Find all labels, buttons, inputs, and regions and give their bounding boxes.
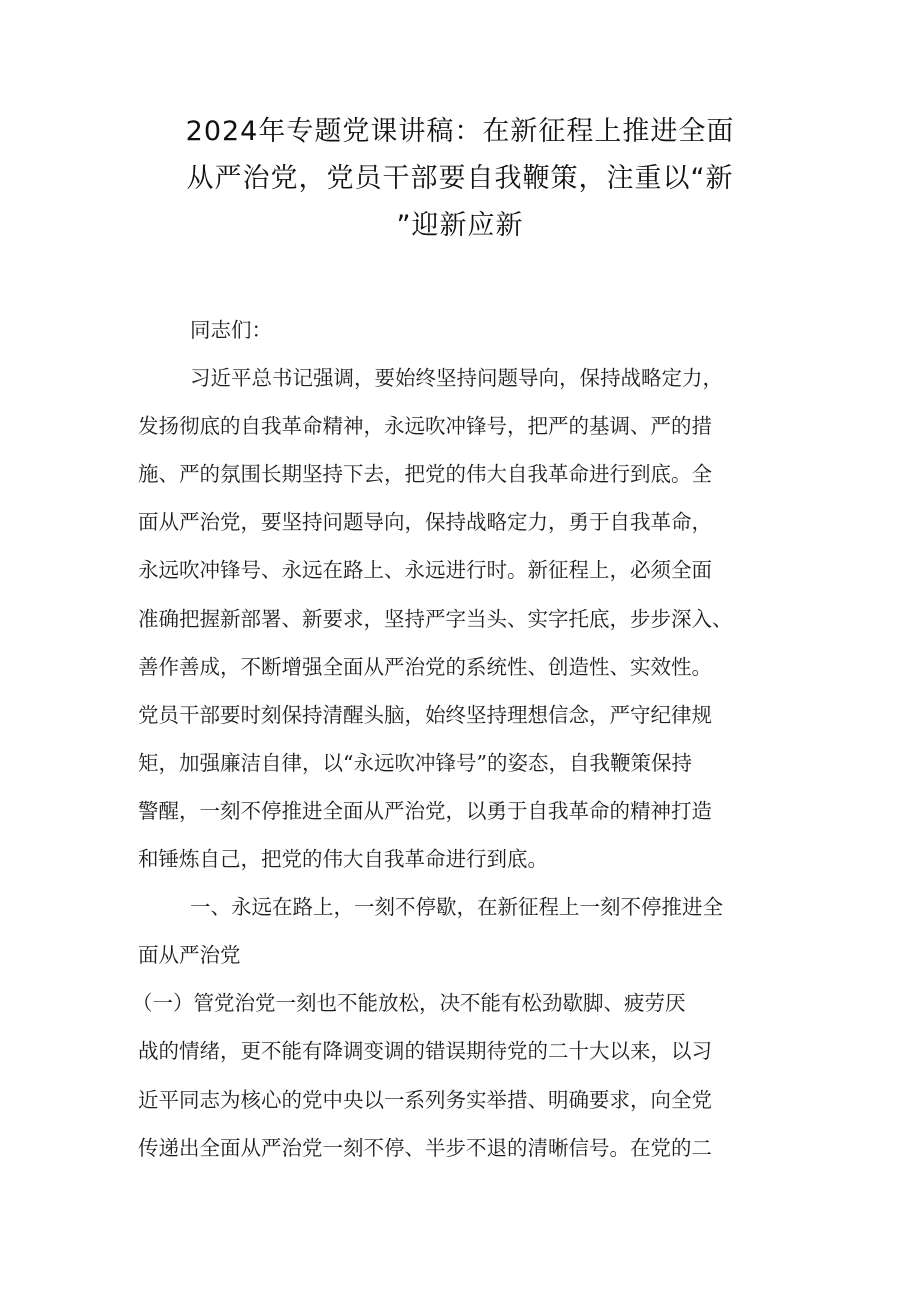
paragraph-intro <box>138 354 788 883</box>
paragraph-line: 面从严治党，要坚持问题导向，保持战略定力，勇于自我革命， <box>138 510 712 535</box>
paragraph-line: 战的情绪，更不能有降调变调的错误期待党的二十大以来，以习 <box>138 1039 712 1064</box>
title-line-1: 2024年专题党课讲稿：在新征程上推进全面 <box>185 116 735 147</box>
paragraph-line: 警醒，一刻不停推进全面从严治党，以勇于自我革命的精神打造 <box>138 798 712 823</box>
heading-line: 面从严治党 <box>138 943 241 968</box>
paragraph-line: 党员干部要时刻保持清醒头脑，始终坚持理想信念，严守纪律规 <box>138 702 712 727</box>
paragraph-line: 近平同志为核心的党中央以一系列务实举措、明确要求，向全党 <box>138 1087 712 1112</box>
paragraph-line: 和锤炼自己，把党的伟大自我革命进行到底。 <box>138 847 548 872</box>
section-heading-1 <box>138 883 788 979</box>
paragraph-line: 永远吹冲锋号、永远在路上、永远进行时。新征程上，必须全面 <box>138 558 712 583</box>
title-line-3: ”迎新应新 <box>396 210 524 241</box>
heading-line: 一、永远在路上，一刻不停歇，在新征程上一刻不停推进全 <box>190 895 723 920</box>
paragraph-line: （一）管党治党一刻也不能放松，决不能有松劲歇脚、疲劳厌 <box>132 991 686 1016</box>
paragraph-line: 发扬彻底的自我革命精神，永远吹冲锋号，把严的基调、严的措 <box>138 414 712 439</box>
title-line-2: 从严治党，党员干部要自我鞭策，注重以“新 <box>186 163 734 194</box>
paragraph-line: 施、严的氛围长期坚持下去，把党的伟大自我革命进行到底。全 <box>138 462 712 487</box>
paragraph-line: 矩，加强廉洁自律，以“永远吹冲锋号”的姿态，自我鞭策保持 <box>138 750 692 775</box>
paragraph-line: 善作善成，不断增强全面从严治党的系统性、创造性、实效性。 <box>138 654 712 679</box>
document-title <box>120 108 800 249</box>
paragraph-line: 传递出全面从严治党一刻不停、半步不退的清晰信号。在党的二 <box>138 1135 712 1160</box>
paragraph-line: 准确把握新部署、新要求，坚持严字当头、实字托底，步步深入、 <box>138 606 733 631</box>
paragraph-line: 习近平总书记强调，要始终坚持问题导向，保持战略定力， <box>190 366 723 391</box>
document-body <box>132 306 788 1172</box>
paragraph-section-1-1 <box>132 979 788 1171</box>
salutation: 同志们： <box>190 318 272 342</box>
